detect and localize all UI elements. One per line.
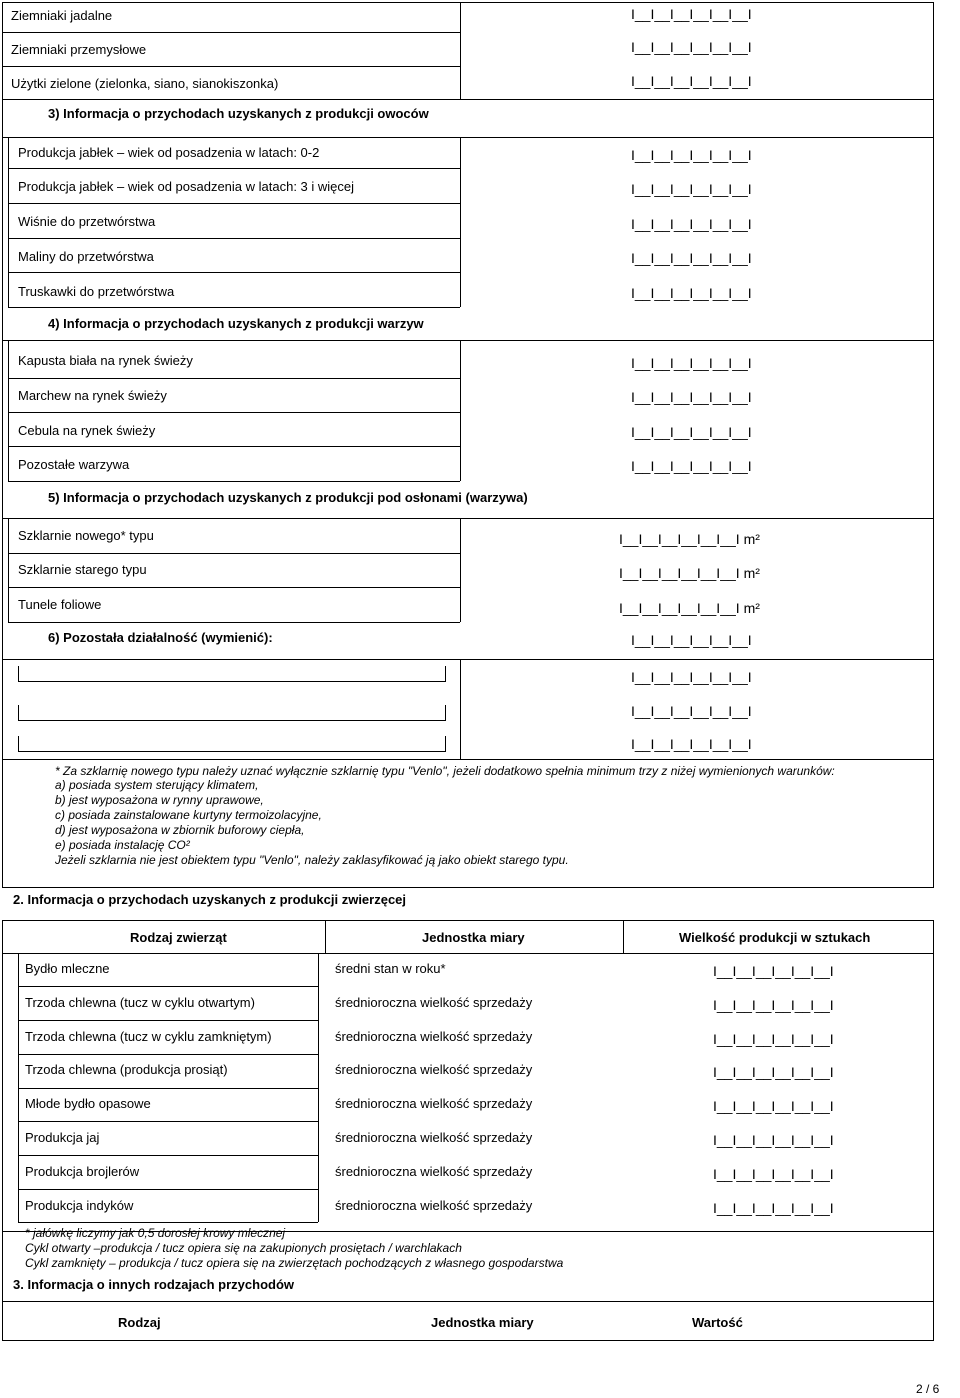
crop-label: Ziemniaki przemysłowe: [11, 42, 147, 57]
divider: [2, 32, 460, 33]
divider: [460, 518, 461, 622]
divider: [8, 412, 460, 413]
column-header: Wartość: [692, 1315, 743, 1330]
footnote-line: * jałówkę liczymy jak 0,5 dorosłej krowy mlecznej: [25, 1226, 286, 1240]
value-boxes[interactable]: I__I__I__I__I__I__I: [631, 216, 752, 232]
divider: [2, 518, 934, 519]
unit-m2: m²: [743, 600, 760, 616]
value-boxes[interactable]: I__I__I__I__I__I__I: [631, 669, 752, 685]
value-boxes[interactable]: I__I__I__I__I__I__I: [631, 424, 752, 440]
fruit-label: Wiśnie do przetwórstwa: [18, 214, 156, 229]
vegetable-label: Marchew na rynek świeży: [18, 388, 167, 403]
write-in-line[interactable]: [18, 736, 446, 752]
value-boxes[interactable]: I__I__I__I__I__I__I: [713, 963, 834, 979]
divider: [8, 137, 9, 307]
divider: [8, 622, 460, 623]
animal-kind: Trzoda chlewna (tucz w cyklu otwartym): [25, 995, 255, 1010]
footnote-line: b) jest wyposażona w rynny uprawowe,: [55, 793, 264, 807]
value-boxes[interactable]: I__I__I__I__I__I__I: [631, 703, 752, 719]
divider: [8, 238, 460, 239]
covered-label: Szklarnie starego typu: [18, 562, 147, 577]
value-boxes[interactable]: I__I__I__I__I__I__I: [631, 181, 752, 197]
divider: [8, 446, 460, 447]
divider: [18, 986, 318, 987]
unit-m2: m²: [743, 531, 760, 547]
column-header: Rodzaj zwierząt: [130, 930, 227, 945]
divider: [460, 659, 461, 759]
divider: [460, 2, 461, 99]
section-heading: 4) Informacja o przychodach uzyskanych z produkcji warzyw: [48, 316, 424, 331]
write-in-line[interactable]: [18, 705, 446, 721]
divider: [8, 518, 9, 622]
value-boxes[interactable]: I__I__I__I__I__I__I: [713, 1200, 834, 1216]
divider: [18, 1020, 318, 1021]
value-boxes[interactable]: I__I__I__I__I__I__I: [713, 1031, 834, 1047]
divider: [460, 340, 461, 481]
value-boxes[interactable]: I__I__I__I__I__I__I: [631, 6, 752, 22]
value-boxes[interactable]: I__I__I__I__I__I__I: [631, 458, 752, 474]
value-boxes[interactable]: I__I__I__I__I__I__I: [631, 389, 752, 405]
section-heading: 3) Informacja o przychodach uzyskanych z produkcji owoców: [48, 106, 429, 121]
crop-label: Użytki zielone (zielonka, siano, sianokiszonka): [11, 76, 279, 91]
divider: [18, 954, 19, 1222]
divider: [8, 481, 460, 482]
covered-label: Tunele foliowe: [18, 597, 102, 612]
divider: [8, 168, 460, 169]
footnote-line: a) posiada system sterujący klimatem,: [55, 778, 259, 792]
area-boxes-value: I__I__I__I__I__I__I: [619, 531, 740, 547]
fruit-label: Produkcja jabłek – wiek od posadzenia w latach: 0-2: [18, 145, 320, 160]
divider: [18, 1054, 318, 1055]
divider: [18, 1189, 318, 1190]
animal-kind: Bydło mleczne: [25, 961, 110, 976]
footnote-line: Cykl zamknięty – produkcja / tucz opiera się na zwierzętach pochodzących z własnego gospodarstwa: [25, 1256, 564, 1270]
animal-unit: średnioroczna wielkość sprzedaży: [335, 1062, 533, 1077]
divider: [18, 1121, 318, 1122]
divider: [2, 99, 934, 100]
section-heading: 3. Informacja o innych rodzajach przychodów: [13, 1277, 294, 1292]
divider: [8, 587, 460, 588]
footnote-line: c) posiada zainstalowane kurtyny termoizolacyjne,: [55, 808, 322, 822]
animal-kind: Trzoda chlewna (tucz w cyklu zamkniętym): [25, 1029, 272, 1044]
footnote-line: Jeżeli szklarnia nie jest obiektem typu "Venlo", należy zaklasyfikować ją jako obiekt starego typu.: [55, 853, 569, 867]
fruit-label: Produkcja jabłek – wiek od posadzenia w latach: 3 i więcej: [18, 179, 355, 194]
divider: [623, 920, 624, 953]
divider: [325, 920, 326, 953]
value-boxes[interactable]: I__I__I__I__I__I__I: [713, 997, 834, 1013]
column-header: Wielkość produkcji w sztukach: [679, 930, 871, 945]
divider: [2, 1232, 3, 1302]
area-boxes-value: I__I__I__I__I__I__I: [619, 565, 740, 581]
crop-label: Ziemniaki jadalne: [11, 8, 113, 23]
value-boxes[interactable]: I__I__I__I__I__I__I: [713, 1166, 834, 1182]
animal-unit: średni stan w roku*: [335, 961, 446, 976]
value-boxes[interactable]: I__I__I__I__I__I__I: [631, 736, 752, 752]
animal-unit: średnioroczna wielkość sprzedaży: [335, 1198, 533, 1213]
vegetable-label: Pozostałe warzywa: [18, 457, 130, 472]
value-boxes[interactable]: I__I__I__I__I__I__I: [631, 632, 752, 648]
value-boxes[interactable]: I__I__I__I__I__I__I: [631, 285, 752, 301]
animal-unit: średnioroczna wielkość sprzedaży: [335, 1130, 533, 1145]
section-heading: 2. Informacja o przychodach uzyskanych z produkcji zwierzęcej: [13, 892, 407, 907]
animal-unit: średnioroczna wielkość sprzedaży: [335, 1096, 533, 1111]
area-boxes-value: I__I__I__I__I__I__I: [619, 600, 740, 616]
animal-kind: Trzoda chlewna (produkcja prosiąt): [25, 1062, 228, 1077]
column-header: Jednostka miary: [422, 930, 525, 945]
animal-kind: Młode bydło opasowe: [25, 1096, 151, 1111]
footnote-line: e) posiada instalację CO²: [55, 838, 190, 852]
vegetable-label: Cebula na rynek świeży: [18, 423, 156, 438]
divider: [2, 340, 934, 341]
divider: [8, 203, 460, 204]
divider: [2, 953, 934, 954]
divider: [8, 272, 460, 273]
value-boxes[interactable]: I__I__I__I__I__I__I: [713, 1132, 834, 1148]
covered-label: Szklarnie nowego* typu: [18, 528, 154, 543]
value-boxes[interactable]: I__I__I__I__I__I__I: [631, 39, 752, 55]
animal-kind: Produkcja jaj: [25, 1130, 100, 1145]
animal-unit: średnioroczna wielkość sprzedaży: [335, 1029, 533, 1044]
area-boxes[interactable]: [619, 600, 760, 616]
value-boxes[interactable]: I__I__I__I__I__I__I: [631, 73, 752, 89]
divider: [8, 553, 460, 554]
column-header: Jednostka miary: [431, 1315, 534, 1330]
section-heading: 6) Pozostała działalność (wymienić):: [48, 630, 273, 645]
value-boxes[interactable]: I__I__I__I__I__I__I: [631, 250, 752, 266]
animal-kind: Produkcja brojlerów: [25, 1164, 140, 1179]
divider: [933, 1232, 934, 1302]
divider: [18, 1222, 318, 1223]
divider: [460, 137, 461, 307]
divider: [2, 659, 934, 660]
unit-m2: m²: [743, 565, 760, 581]
area-boxes[interactable]: [619, 531, 760, 547]
write-in-line[interactable]: [18, 666, 446, 682]
divider: [8, 340, 9, 481]
fruit-label: Maliny do przetwórstwa: [18, 249, 154, 264]
vegetable-label: Kapusta biała na rynek świeży: [18, 353, 193, 368]
footnote-line: d) jest wyposażona w zbiornik buforowy ciepła,: [55, 823, 305, 837]
value-boxes[interactable]: I__I__I__I__I__I__I: [713, 1098, 834, 1114]
crop-table-frame: [2, 2, 934, 888]
animal-kind: Produkcja indyków: [25, 1198, 134, 1213]
animal-unit: średnioroczna wielkość sprzedaży: [335, 1164, 533, 1179]
divider: [18, 1088, 318, 1089]
divider: [8, 307, 460, 308]
divider: [318, 954, 319, 1222]
value-boxes[interactable]: I__I__I__I__I__I__I: [631, 355, 752, 371]
area-boxes[interactable]: [619, 565, 760, 581]
divider: [8, 378, 460, 379]
page-number: 2 / 6: [916, 1382, 940, 1396]
value-boxes[interactable]: I__I__I__I__I__I__I: [631, 147, 752, 163]
section-heading: 5) Informacja o przychodach uzyskanych z produkcji pod osłonami (warzywa): [48, 490, 528, 505]
divider: [18, 1155, 318, 1156]
value-boxes[interactable]: I__I__I__I__I__I__I: [713, 1064, 834, 1080]
footnote-line: Cykl otwarty –produkcja / tucz opiera się na zakupionych prosiętach / warchlakach: [25, 1241, 462, 1255]
fruit-label: Truskawki do przetwórstwa: [18, 284, 175, 299]
divider: [2, 66, 460, 67]
footnote-line: * Za szklarnię nowego typu należy uznać wyłącznie szklarnię typu "Venlo", jeżeli dodatkowo spełnia minimum trzy z niżej wymienionych warunków:: [55, 764, 835, 778]
column-header: Rodzaj: [118, 1315, 161, 1330]
animal-unit: średnioroczna wielkość sprzedaży: [335, 995, 533, 1010]
divider: [2, 137, 934, 138]
divider: [2, 759, 934, 760]
